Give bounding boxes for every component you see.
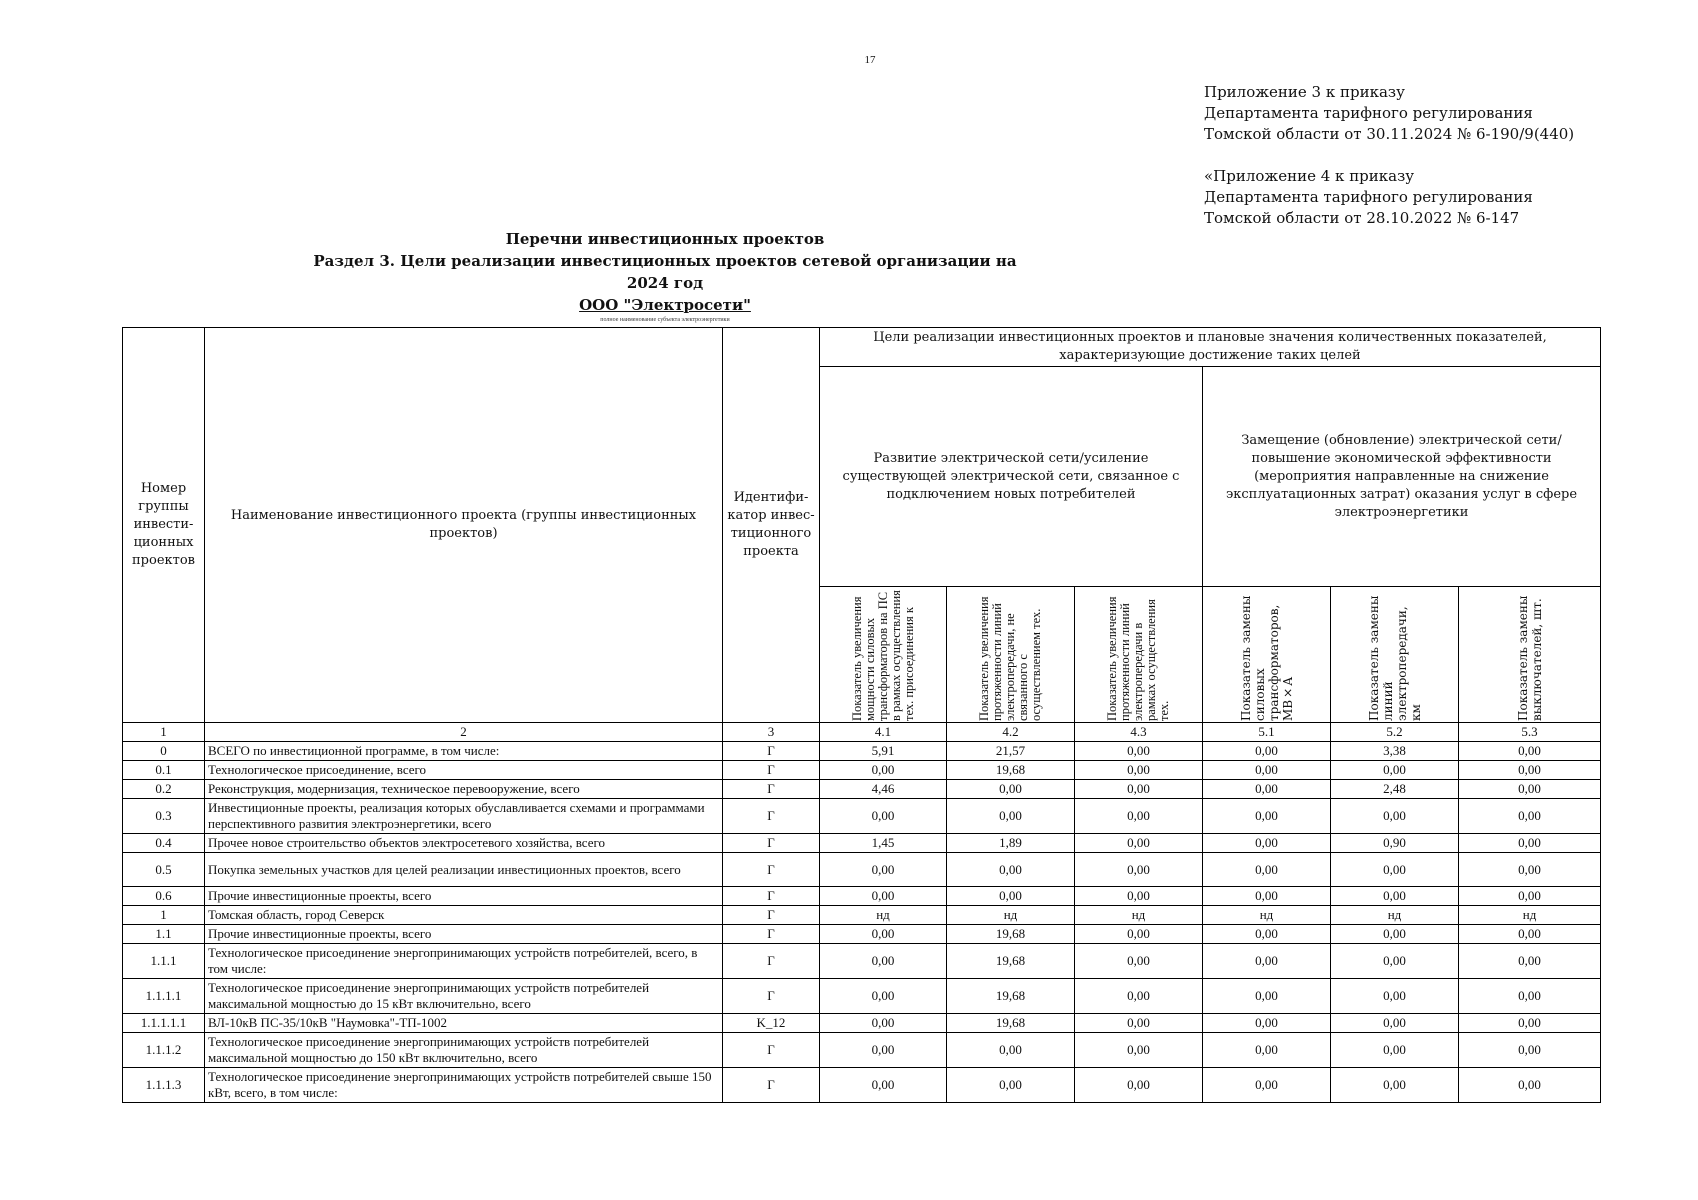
row-value: 0,00	[1203, 1014, 1331, 1033]
row-value: 3,38	[1331, 742, 1459, 761]
row-number: 0.4	[123, 834, 205, 853]
row-value: 0,00	[947, 853, 1075, 887]
row-project-id: Г	[723, 834, 820, 853]
row-value: 1,89	[947, 834, 1075, 853]
row-value: 0,00	[1459, 799, 1601, 834]
row-project-name: ВЛ-10кВ ПС-35/10кВ "Наумовка"-ТП-1002	[205, 1014, 723, 1033]
table-row	[123, 799, 1601, 834]
row-value: 0,00	[1075, 925, 1203, 944]
row-project-id: Г	[723, 761, 820, 780]
row-value: 0,00	[1075, 834, 1203, 853]
row-project-name: Томская область, город Северск	[205, 906, 723, 925]
row-number: 1.1.1.1	[123, 979, 205, 1014]
row-value: 0,00	[947, 799, 1075, 834]
row-value: 0,00	[1459, 887, 1601, 906]
row-number: 1.1	[123, 925, 205, 944]
page-number: 17	[864, 54, 876, 66]
row-number: 1.1.1.1.1	[123, 1014, 205, 1033]
row-project-name: ВСЕГО по инвестиционной программе, в том числе:	[205, 742, 723, 761]
row-value: 0,00	[820, 853, 947, 887]
row-value: 0,00	[820, 887, 947, 906]
row-value: 0,00	[1075, 887, 1203, 906]
document-subtitle: Раздел 3. Цели реализации инвестиционных проектов сетевой организации на 2024 год	[313, 252, 1017, 292]
appendix-line: «Приложение 4 к приказу	[1204, 167, 1415, 185]
table-row	[123, 887, 1601, 906]
header-project-id: Идентифи-катор инвес-тиционного проекта	[723, 328, 820, 723]
organization-note: полное наименование субъекта электроэнергетики	[600, 317, 730, 323]
row-project-name: Технологическое присоединение энергопринимающих устройств потребителей максимальной мощностью до 15 кВт включительно, всего	[205, 979, 723, 1014]
row-value: 0,00	[820, 979, 947, 1014]
header-development: Развитие электрической сети/усиление существующей электрической сети, связанное с подключением новых потребителей	[820, 367, 1203, 587]
table-row	[123, 742, 1601, 761]
document-title: Перечни инвестиционных проектов	[505, 230, 825, 248]
table-row	[123, 944, 1601, 979]
row-project-name: Технологическое присоединение, всего	[205, 761, 723, 780]
row-project-name: Технологическое присоединение энергопринимающих устройств потребителей максимальной мощностью до 150 кВт включительно, всего	[205, 1033, 723, 1068]
header-indicator-4-1: Показатель увеличения мощности силовых трансформаторов на ПС в рамках осуществления тех. присоединения к	[820, 587, 947, 723]
appendix-line: Департамента тарифного регулирования	[1204, 104, 1533, 122]
row-number: 0.5	[123, 853, 205, 887]
row-value: 0,00	[1331, 1068, 1459, 1103]
table-row	[123, 1033, 1601, 1068]
header-replacement: Замещение (обновление) электрической сети/повышение экономической эффективности (мероприятия направленные на снижение эксплуатационных затрат) оказания услуг в сфере электроэнергетики	[1203, 367, 1601, 587]
row-value: 0,00	[1459, 1033, 1601, 1068]
appendix-line: Томской области от 30.11.2024 № 6-190/9(440)	[1204, 125, 1575, 143]
row-project-id: Г	[723, 979, 820, 1014]
row-value: 0,00	[947, 780, 1075, 799]
row-value: 0,00	[947, 887, 1075, 906]
row-number: 1.1.1.2	[123, 1033, 205, 1068]
row-project-name: Технологическое присоединение энергопринимающих устройств потребителей, всего, в том числе:	[205, 944, 723, 979]
row-value: 0,90	[1331, 834, 1459, 853]
row-value: 0,00	[947, 1033, 1075, 1068]
row-project-name: Прочие инвестиционные проекты, всего	[205, 887, 723, 906]
row-value: нд	[1203, 906, 1331, 925]
row-value: 0,00	[1075, 944, 1203, 979]
row-value: 0,00	[1203, 780, 1331, 799]
row-value: 0,00	[1331, 944, 1459, 979]
row-project-id: Г	[723, 925, 820, 944]
row-number: 0	[123, 742, 205, 761]
table-body	[123, 742, 1601, 1103]
table-row	[123, 979, 1601, 1014]
row-value: 0,00	[1459, 944, 1601, 979]
column-number: 5.2	[1331, 723, 1459, 742]
header-indicator-4-2: Показатель увеличения протяженности линий электропередачи, не связанного с осуществлением тех.	[947, 587, 1075, 723]
row-project-id: Г	[723, 887, 820, 906]
table-row	[123, 780, 1601, 799]
row-value: 0,00	[1331, 979, 1459, 1014]
investment-goals-table	[122, 327, 1601, 1103]
appendix-line: Приложение 3 к приказу	[1204, 83, 1405, 101]
row-value: 0,00	[820, 1014, 947, 1033]
row-value: 0,00	[1075, 761, 1203, 780]
column-number: 1	[123, 723, 205, 742]
column-number-row	[123, 723, 1601, 742]
row-value: 0,00	[1075, 853, 1203, 887]
row-value: 0,00	[1203, 761, 1331, 780]
row-value: 2,48	[1331, 780, 1459, 799]
row-project-id: Г	[723, 1068, 820, 1103]
column-number: 5.1	[1203, 723, 1331, 742]
column-number: 4.2	[947, 723, 1075, 742]
row-value: 0,00	[1075, 780, 1203, 799]
row-project-id: Г	[723, 944, 820, 979]
row-value: 0,00	[820, 1033, 947, 1068]
row-value: 19,68	[947, 1014, 1075, 1033]
appendix-reference-original	[1204, 166, 1674, 229]
table-row	[123, 834, 1601, 853]
row-value: 0,00	[1459, 834, 1601, 853]
row-value: 0,00	[1459, 761, 1601, 780]
row-project-name: Прочее новое строительство объектов электросетевого хозяйства, всего	[205, 834, 723, 853]
row-value: 0,00	[1331, 887, 1459, 906]
row-value: 0,00	[1203, 1068, 1331, 1103]
row-project-id: Г	[723, 1033, 820, 1068]
header-indicator-5-3: Показатель замены выключателей, шт.	[1459, 587, 1601, 723]
appendix-line: Томской области от 28.10.2022 № 6-147	[1204, 209, 1520, 227]
row-number: 1	[123, 906, 205, 925]
row-value: нд	[1075, 906, 1203, 925]
row-value: 0,00	[1203, 853, 1331, 887]
row-value: 0,00	[1203, 742, 1331, 761]
document-titles	[300, 228, 1030, 324]
header-indicator-5-2: Показатель замены линий электропередачи, км	[1331, 587, 1459, 723]
row-project-name: Покупка земельных участков для целей реализации инвестиционных проектов, всего	[205, 853, 723, 887]
row-value: 21,57	[947, 742, 1075, 761]
header-indicator-5-1: Показатель замены силовых трансформаторов, МВ×А	[1203, 587, 1331, 723]
organization-name: ООО "Электросети"	[579, 296, 751, 314]
row-value: 0,00	[1075, 1033, 1203, 1068]
column-number: 3	[723, 723, 820, 742]
row-project-name: Технологическое присоединение энергопринимающих устройств потребителей свыше 150 кВт, всего, в том числе:	[205, 1068, 723, 1103]
row-number: 0.3	[123, 799, 205, 834]
row-number: 0.1	[123, 761, 205, 780]
row-value: 0,00	[1203, 925, 1331, 944]
table-row	[123, 853, 1601, 887]
row-value: 0,00	[1331, 1033, 1459, 1068]
table-header	[123, 328, 1601, 742]
row-value: 4,46	[820, 780, 947, 799]
row-value: нд	[1331, 906, 1459, 925]
row-value: 0,00	[820, 799, 947, 834]
row-value: 0,00	[820, 1068, 947, 1103]
row-value: 0,00	[1203, 1033, 1331, 1068]
row-value: 0,00	[1459, 853, 1601, 887]
row-value: 0,00	[1075, 979, 1203, 1014]
table-row	[123, 1068, 1601, 1103]
row-number: 1.1.1.3	[123, 1068, 205, 1103]
column-number: 5.3	[1459, 723, 1601, 742]
table-row	[123, 906, 1601, 925]
row-value: 19,68	[947, 761, 1075, 780]
table-row	[123, 1014, 1601, 1033]
row-value: 0,00	[1203, 979, 1331, 1014]
header-goals: Цели реализации инвестиционных проектов и плановые значения количественных показателей, характеризующие достижение таких целей	[820, 328, 1601, 367]
row-value: 0,00	[1203, 944, 1331, 979]
row-number: 1.1.1	[123, 944, 205, 979]
row-value: 0,00	[820, 761, 947, 780]
row-number: 0.2	[123, 780, 205, 799]
row-value: 0,00	[1075, 1014, 1203, 1033]
row-value: 0,00	[1459, 1068, 1601, 1103]
row-project-id: Г	[723, 799, 820, 834]
row-value: 19,68	[947, 979, 1075, 1014]
row-value: 0,00	[1459, 742, 1601, 761]
row-project-id: Г	[723, 906, 820, 925]
header-project-name: Наименование инвестиционного проекта (группы инвестиционных проектов)	[205, 328, 723, 723]
row-value: 0,00	[1331, 799, 1459, 834]
row-value: нд	[1459, 906, 1601, 925]
row-value: 0,00	[1075, 742, 1203, 761]
row-value: 0,00	[1203, 887, 1331, 906]
row-value: 0,00	[1331, 761, 1459, 780]
row-value: 0,00	[1203, 799, 1331, 834]
header-group-number: Номер группы инвести-ционных проектов	[123, 328, 205, 723]
row-value: 0,00	[1459, 925, 1601, 944]
row-value: 1,45	[820, 834, 947, 853]
header-indicator-4-3: Показатель увеличения протяженности линий электропередачи в рамках осуществления тех.	[1075, 587, 1203, 723]
row-value: 0,00	[820, 944, 947, 979]
column-number: 4.1	[820, 723, 947, 742]
row-project-id: Г	[723, 853, 820, 887]
row-value: 0,00	[1459, 979, 1601, 1014]
row-number: 0.6	[123, 887, 205, 906]
row-value: 0,00	[1459, 1014, 1601, 1033]
column-number: 4.3	[1075, 723, 1203, 742]
row-value: 0,00	[1203, 834, 1331, 853]
column-number: 2	[205, 723, 723, 742]
row-project-name: Реконструкция, модернизация, техническое перевооружение, всего	[205, 780, 723, 799]
row-project-name: Инвестиционные проекты, реализация которых обуславливается схемами и программами перспективного развития электроэнергетики, всего	[205, 799, 723, 834]
table-row	[123, 761, 1601, 780]
row-value: 0,00	[1331, 1014, 1459, 1033]
row-value: 19,68	[947, 925, 1075, 944]
row-project-id: Г	[723, 742, 820, 761]
table-row	[123, 925, 1601, 944]
row-value: 0,00	[1075, 799, 1203, 834]
row-value: 0,00	[1331, 925, 1459, 944]
row-value: 0,00	[1075, 1068, 1203, 1103]
row-value: 5,91	[820, 742, 947, 761]
row-value: 19,68	[947, 944, 1075, 979]
row-value: нд	[947, 906, 1075, 925]
row-value: 0,00	[1459, 780, 1601, 799]
appendix-line: Департамента тарифного регулирования	[1204, 188, 1533, 206]
row-value: нд	[820, 906, 947, 925]
row-project-id: Г	[723, 780, 820, 799]
row-project-id: K_12	[723, 1014, 820, 1033]
row-value: 0,00	[947, 1068, 1075, 1103]
appendix-reference-current	[1204, 82, 1674, 145]
row-value: 0,00	[820, 925, 947, 944]
row-value: 0,00	[1331, 853, 1459, 887]
row-project-name: Прочие инвестиционные проекты, всего	[205, 925, 723, 944]
